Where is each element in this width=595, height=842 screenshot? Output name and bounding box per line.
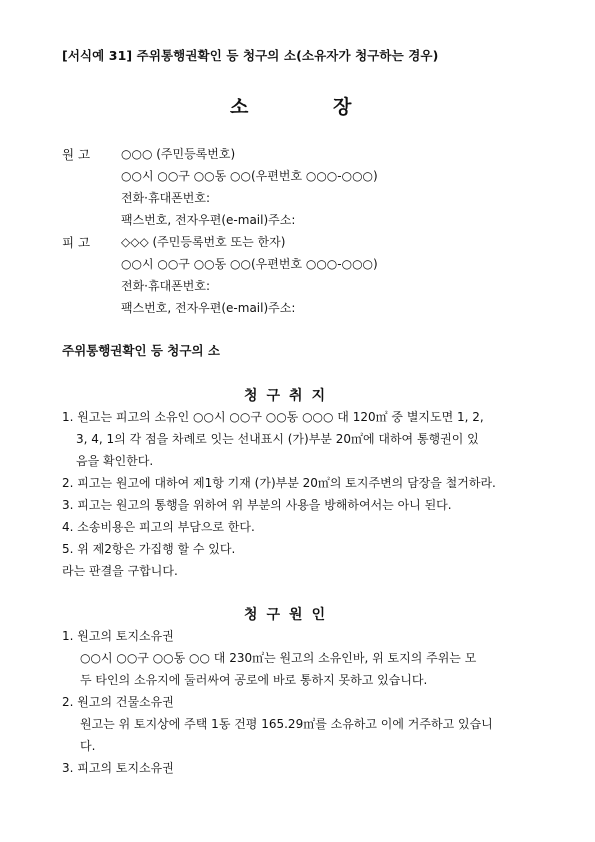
cause-heading-3: 3. 피고의 토지소유권 bbox=[62, 761, 174, 775]
doc-title-left: 소 bbox=[230, 96, 249, 118]
cause-2-line2: 다. bbox=[80, 739, 96, 753]
claim-item-1-line1: 1. 원고는 피고의 소유인 ○○시 ○○구 ○○동 ○○○ 대 120㎡ 중 별지도면 1, 2, bbox=[62, 410, 484, 424]
defendant-label: 피 고 bbox=[62, 235, 91, 250]
cause-heading-1: 1. 원고의 토지소유권 bbox=[62, 629, 174, 643]
plaintiff-phone: 전화·휴대폰번호: bbox=[121, 191, 211, 205]
cause-heading-2: 2. 원고의 건물소유권 bbox=[62, 695, 174, 709]
claim-item-4: 4. 소송비용은 피고의 부담으로 한다. bbox=[62, 520, 255, 534]
plaintiff-fax-email: 팩스번호, 전자우편(e-mail)주소: bbox=[121, 213, 296, 227]
form-header: [서식예 31] 주위통행권확인 등 청구의 소(소유자가 청구하는 경우) bbox=[62, 48, 439, 63]
plaintiff-address: ○○시 ○○구 ○○동 ○○(우편번호 ○○○-○○○) bbox=[121, 169, 378, 183]
defendant-address: ○○시 ○○구 ○○동 ○○(우편번호 ○○○-○○○) bbox=[121, 257, 378, 271]
case-subject: 주위통행권확인 등 청구의 소 bbox=[62, 343, 220, 358]
claim-purpose-title: 청구취지 bbox=[244, 388, 335, 404]
plaintiff-label: 원 고 bbox=[62, 147, 91, 162]
claim-closing: 라는 판결을 구합니다. bbox=[62, 564, 178, 578]
claim-item-5: 5. 위 제2항은 가집행 할 수 있다. bbox=[62, 542, 236, 556]
defendant-name: ◇◇◇ (주민등록번호 또는 한자) bbox=[121, 235, 286, 249]
defendant-phone: 전화·휴대폰번호: bbox=[121, 279, 211, 293]
cause-1-line1: ○○시 ○○구 ○○동 ○○ 대 230㎡는 원고의 소유인바, 위 토지의 주위는 모 bbox=[80, 651, 477, 665]
cause-2-line1: 원고는 위 토지상에 주택 1동 건평 165.29㎡를 소유하고 이에 거주하고 있습니 bbox=[80, 717, 493, 731]
claim-item-1-line3: 음을 확인한다. bbox=[76, 454, 154, 468]
claim-cause-title: 청구원인 bbox=[244, 607, 335, 623]
cause-1-line2: 두 타인의 소유지에 둘러싸여 공로에 바로 통하지 못하고 있습니다. bbox=[80, 673, 428, 687]
doc-title-right: 장 bbox=[333, 96, 352, 118]
claim-item-2: 2. 피고는 원고에 대하여 제1항 기재 (가)부분 20㎡의 토지주변의 담장을 철거하라. bbox=[62, 476, 496, 490]
defendant-fax-email: 팩스번호, 전자우편(e-mail)주소: bbox=[121, 301, 296, 315]
claim-item-1-line2: 3, 4, 1의 각 점을 차례로 잇는 선내표시 (가)부분 20㎡에 대하여 통행권이 있 bbox=[76, 432, 479, 446]
claim-item-3: 3. 피고는 원고의 통행을 위하여 위 부분의 사용을 방해하여서는 아니 된다. bbox=[62, 498, 452, 512]
plaintiff-name: ○○○ (주민등록번호) bbox=[121, 147, 236, 161]
